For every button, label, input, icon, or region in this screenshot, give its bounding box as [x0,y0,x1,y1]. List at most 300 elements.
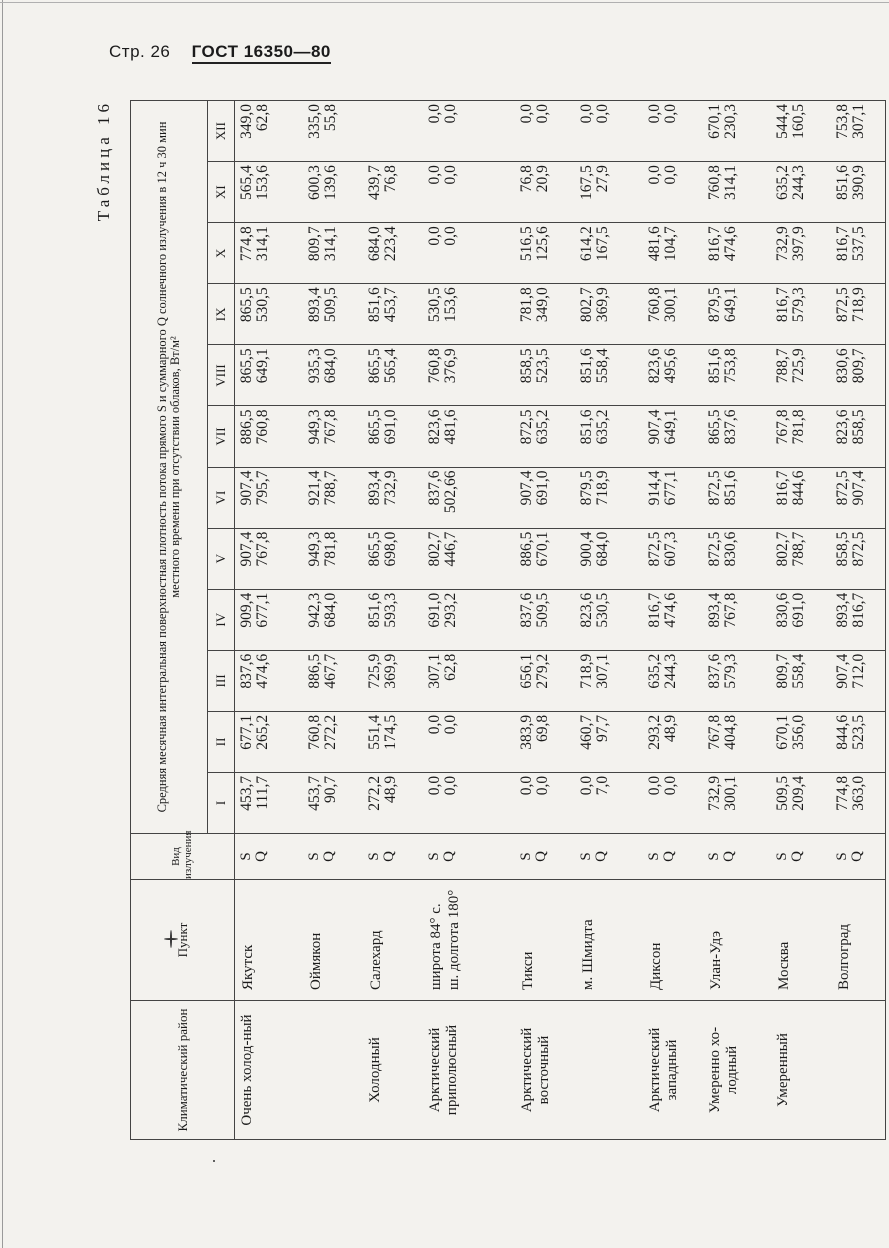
kind-cell [515,834,575,880]
value-cell [363,406,423,467]
direct-value: 942,3 [306,592,323,628]
direct-value: 886,5 [238,409,255,445]
total-value: 795,7 [253,470,271,506]
kind-label: Q [253,851,269,862]
value-cell [423,772,515,833]
value-cell [771,650,831,711]
value-cell [643,345,703,406]
value-cell [575,528,643,589]
direct-value: 823,6 [646,348,663,384]
total-value: 307,1 [849,104,867,139]
total-value: 62,8 [441,653,459,681]
kind-label: S [774,852,790,861]
header-radiation-group: Средняя месячная интегральная поверхностная плотность потока прямого S и суммарного Q солнечного излучения в 12 ч 30 мин местного времени при отсутствии облаков, Вт/м² [131,101,208,834]
total-value: 104,7 [661,226,679,262]
total-value: 767,8 [321,409,339,445]
value-cell [423,711,515,772]
direct-value: 809,7 [306,226,323,262]
direct-value: 907,4 [646,409,663,445]
value-cell [575,772,643,833]
region-cell: Умеренно хо-лодный [703,1001,771,1140]
direct-value: 893,4 [706,592,723,628]
total-value: 788,7 [321,470,339,506]
scan-edge-top [0,2,889,3]
direct-value: 460,7 [578,714,595,750]
value-cell [831,711,886,772]
value-cell [831,284,886,345]
value-cell [423,284,515,345]
value-cell [363,589,423,650]
value-cell [515,406,575,467]
page-number: Стр. 26 [109,42,171,61]
total-value: 90,7 [321,775,339,804]
table-row [771,101,831,1140]
direct-value: 816,7 [774,287,791,323]
kind-label: S [518,852,534,861]
value-cell [575,467,643,528]
direct-value: 481,6 [646,226,663,262]
kind-label: S [426,852,442,861]
direct-value: 767,8 [706,714,723,750]
direct-value: 909,4 [238,592,255,628]
total-value: 244,3 [789,165,807,201]
direct-value: 823,6 [426,409,443,445]
direct-value: 893,4 [366,470,383,506]
direct-value: 949,3 [306,409,323,445]
point-cell: Оймякон [303,880,363,1001]
direct-value: 872,5 [646,531,663,567]
radiation-table [130,100,886,1140]
total-value: 718,9 [593,470,611,506]
kind-cell [831,834,886,880]
value-cell [515,467,575,528]
region-cell [831,1001,886,1140]
value-cell [235,528,304,589]
value-cell [575,345,643,406]
direct-value: 935,3 [306,348,323,384]
direct-value: 684,0 [366,226,383,262]
value-cell [831,345,886,406]
direct-value: 907,4 [834,653,851,689]
direct-value: 0,0 [646,775,663,796]
region-cell: Холодный [363,1001,423,1140]
direct-value: 900,4 [578,531,595,567]
value-cell [515,101,575,162]
rotated-table-block [94,100,867,1140]
total-value: 809,7 [849,348,867,384]
total-value: 781,8 [789,409,807,445]
table-row [303,101,363,1140]
value-cell [703,101,771,162]
month-header: XI [208,162,235,223]
kind-label: S [646,852,662,861]
value-cell [303,406,363,467]
direct-value: 851,6 [366,592,383,628]
value-cell [303,528,363,589]
direct-value: 830,6 [834,348,851,384]
kind-cell [643,834,703,880]
value-cell [575,223,643,284]
value-cell [363,345,423,406]
value-cell [423,101,515,162]
total-value: 0,0 [533,775,551,796]
table-caption: Таблица 16 [94,100,113,222]
total-value: 677,1 [253,592,271,628]
month-header: VII [208,406,235,467]
total-value: 244,3 [661,653,679,689]
direct-value: 886,5 [518,531,535,567]
total-value: 314,1 [721,165,739,201]
region-cell: Арктический западный [643,1001,703,1140]
total-value: 649,1 [721,287,739,323]
direct-value: 530,5 [426,287,443,323]
region-cell: Арктический восточный [515,1001,575,1140]
value-cell [515,162,575,223]
direct-value: 767,8 [774,409,791,445]
table-row [831,101,886,1140]
total-value: 474,6 [253,653,271,689]
value-cell [703,345,771,406]
month-header: III [208,650,235,711]
value-cell [643,162,703,223]
direct-value: 0,0 [426,226,443,246]
value-cell [703,711,771,772]
value-cell [771,406,831,467]
total-value: 718,9 [849,287,867,323]
direct-value: 774,8 [238,226,255,262]
direct-value: 293,2 [646,714,663,750]
value-cell [831,650,886,711]
total-value: 481,6 [441,409,459,445]
kind-label: Q [721,851,737,862]
kind-label: Q [321,851,337,862]
kind-label: S [834,852,850,861]
total-value: 691,0 [789,592,807,628]
total-value: 293,2 [441,592,459,628]
table-row [363,101,423,1140]
value-cell [643,406,703,467]
direct-value: 802,7 [426,531,443,567]
total-value: 314,1 [253,226,271,262]
direct-value: 816,7 [774,470,791,506]
direct-value: 349,0 [238,104,255,139]
direct-value: 816,7 [834,226,851,262]
total-value: 0,0 [441,104,459,124]
total-value: 0,0 [593,104,611,124]
direct-value: 781,8 [518,287,535,323]
month-header: IV [208,589,235,650]
header-region: Климатический район [131,1001,235,1140]
total-value: 712,0 [849,653,867,689]
month-header: X [208,223,235,284]
direct-value: 858,5 [518,348,535,384]
value-cell [235,589,304,650]
table-row [703,101,771,1140]
value-cell [303,467,363,528]
direct-value: 907,4 [238,470,255,506]
value-cell [575,101,643,162]
total-value: 816,7 [849,592,867,628]
direct-value: 865,5 [706,409,723,445]
value-cell [515,223,575,284]
total-value: 363,0 [849,775,867,811]
value-cell [831,772,886,833]
month-header: I [208,772,235,833]
kind-label: S [578,852,594,861]
total-value: 767,8 [721,592,739,628]
value-cell [771,467,831,528]
total-value: 635,2 [533,409,551,445]
total-value: 767,8 [253,531,271,567]
point-cell: широта 84° с. ш. долгота 180° [423,880,515,1001]
total-value: 558,4 [593,348,611,384]
value-cell [423,162,515,223]
direct-value: 383,9 [518,714,535,750]
direct-value: 774,8 [834,775,851,811]
value-cell [423,589,515,650]
total-value: 851,6 [721,470,739,506]
direct-value: 907,4 [518,470,535,506]
direct-value: 837,6 [426,470,443,506]
direct-value: 0,0 [426,714,443,735]
direct-value: 872,5 [518,409,535,445]
total-value: 753,8 [721,348,739,384]
direct-value: 725,9 [366,653,383,689]
direct-value: 816,7 [706,226,723,262]
value-cell [515,650,575,711]
value-cell [643,284,703,345]
value-cell [515,345,575,406]
value-cell [703,772,771,833]
direct-value: 872,5 [706,531,723,567]
direct-value: 670,1 [774,714,791,750]
direct-value: 718,9 [578,653,595,689]
direct-value: 872,5 [834,470,851,506]
table-row [515,101,575,1140]
point-cell: Диксон [643,880,703,1001]
direct-value: 0,0 [426,165,443,185]
total-value: 230,3 [721,104,739,139]
direct-value: 823,6 [834,409,851,445]
total-value: 76,8 [381,165,399,193]
value-cell [303,772,363,833]
value-cell [771,772,831,833]
value-cell [703,650,771,711]
kind-label: S [238,852,254,861]
value-cell [303,223,363,284]
direct-value: 802,7 [578,287,595,323]
value-cell [771,284,831,345]
total-value: 7,0 [593,775,611,796]
direct-value: 732,9 [706,775,723,811]
value-cell [643,650,703,711]
direct-value: 600,3 [306,165,323,201]
value-cell [643,223,703,284]
total-value: 530,5 [253,287,271,323]
total-value: 314,1 [321,226,339,262]
total-value: 579,3 [789,287,807,323]
direct-value: 921,4 [306,470,323,506]
direct-value: 335,0 [306,104,323,139]
total-value: 111,7 [253,775,271,810]
direct-value: 851,6 [578,409,595,445]
direct-value: 788,7 [774,348,791,384]
total-value: 265,2 [253,714,271,750]
direct-value: 830,6 [774,592,791,628]
value-cell [423,528,515,589]
kind-cell [303,834,363,880]
month-header: V [208,528,235,589]
direct-value: 691,0 [426,592,443,628]
month-header: IX [208,284,235,345]
total-value: 579,3 [721,653,739,689]
total-value: 48,9 [661,714,679,742]
header-point: Пункт [131,880,235,1001]
value-cell [303,650,363,711]
total-value: 453,7 [381,287,399,323]
total-value: 404,8 [721,714,739,750]
point-cell: Тикси [515,880,575,1001]
total-value: 356,0 [789,714,807,750]
value-cell [831,589,886,650]
value-cell [363,772,423,833]
total-value: 691,0 [533,470,551,506]
table-row [575,101,643,1140]
direct-value: 949,3 [306,531,323,567]
direct-value: 544,4 [774,104,791,139]
direct-value: 0,0 [646,165,663,185]
value-cell [235,223,304,284]
total-value: 781,8 [321,531,339,567]
total-value: 649,1 [661,409,679,445]
direct-value: 0,0 [578,104,595,124]
total-value: 390,9 [849,165,867,201]
value-cell [575,711,643,772]
total-value: 837,6 [721,409,739,445]
direct-value: 858,5 [834,531,851,567]
value-cell [235,772,304,833]
total-value: 0,0 [441,775,459,796]
total-value: 844,6 [789,470,807,506]
value-cell [771,711,831,772]
value-cell [831,406,886,467]
direct-value: 893,4 [834,592,851,628]
value-cell [703,284,771,345]
value-cell [423,650,515,711]
value-cell [363,650,423,711]
direct-value: 872,5 [706,470,723,506]
value-cell [575,406,643,467]
table-row [643,101,703,1140]
total-value: 677,1 [661,470,679,506]
value-cell [771,345,831,406]
direct-value: 670,1 [706,104,723,139]
direct-value: 760,8 [426,348,443,384]
direct-value: 872,5 [834,287,851,323]
direct-value: 635,2 [646,653,663,689]
value-cell [423,223,515,284]
total-value: 698,0 [381,531,399,567]
direct-value: 760,8 [646,287,663,323]
value-cell [643,467,703,528]
total-value: 495,6 [661,348,679,384]
direct-value: 886,5 [306,653,323,689]
value-cell [423,345,515,406]
total-value: 760,8 [253,409,271,445]
value-cell [643,589,703,650]
direct-value: 816,7 [646,592,663,628]
value-cell [235,101,304,162]
point-cell: Якутск [235,880,304,1001]
value-cell [771,162,831,223]
total-value: 0,0 [661,104,679,124]
total-value: 467,7 [321,653,339,689]
direct-value: 656,1 [518,653,535,689]
total-value: 509,5 [321,287,339,323]
value-cell [303,711,363,772]
kind-cell [703,834,771,880]
value-cell [703,467,771,528]
value-cell [235,711,304,772]
value-cell [423,467,515,528]
total-value: 167,5 [593,226,611,262]
direct-value: 439,7 [366,165,383,201]
total-value: 502,66 [441,470,459,514]
value-cell [771,223,831,284]
total-value: 160,5 [789,104,807,139]
value-cell [363,528,423,589]
direct-value: 760,8 [306,714,323,750]
direct-value: 307,1 [426,653,443,689]
direct-value: 865,5 [238,287,255,323]
value-cell [643,711,703,772]
total-value: 907,4 [849,470,867,506]
value-cell [363,101,423,162]
value-cell [703,223,771,284]
total-value: 474,6 [721,226,739,262]
total-value: 0,0 [661,165,679,185]
total-value: 376,9 [441,348,459,384]
month-header: XII [208,101,235,162]
total-value: 558,4 [789,653,807,689]
value-cell [575,284,643,345]
direct-value: 879,5 [578,470,595,506]
kind-cell [363,834,423,880]
direct-value: 809,7 [774,653,791,689]
point-cell: м. Шмидта [575,880,643,1001]
value-cell [303,162,363,223]
total-value: 300,1 [721,775,739,811]
direct-value: 844,6 [834,714,851,750]
total-value: 635,2 [593,409,611,445]
value-cell [771,101,831,162]
total-value: 684,0 [593,531,611,567]
total-value: 139,6 [321,165,339,201]
value-cell [363,223,423,284]
value-cell [575,650,643,711]
value-cell [703,528,771,589]
total-value: 48,9 [381,775,399,804]
total-value: 684,0 [321,592,339,628]
kind-label: S [706,852,722,861]
table-row [235,101,304,1140]
total-value: 474,6 [661,592,679,628]
value-cell [831,467,886,528]
direct-value: 802,7 [774,531,791,567]
total-value: 279,2 [533,653,551,689]
direct-value: 614,2 [578,226,595,262]
kind-label: Q [789,851,805,862]
